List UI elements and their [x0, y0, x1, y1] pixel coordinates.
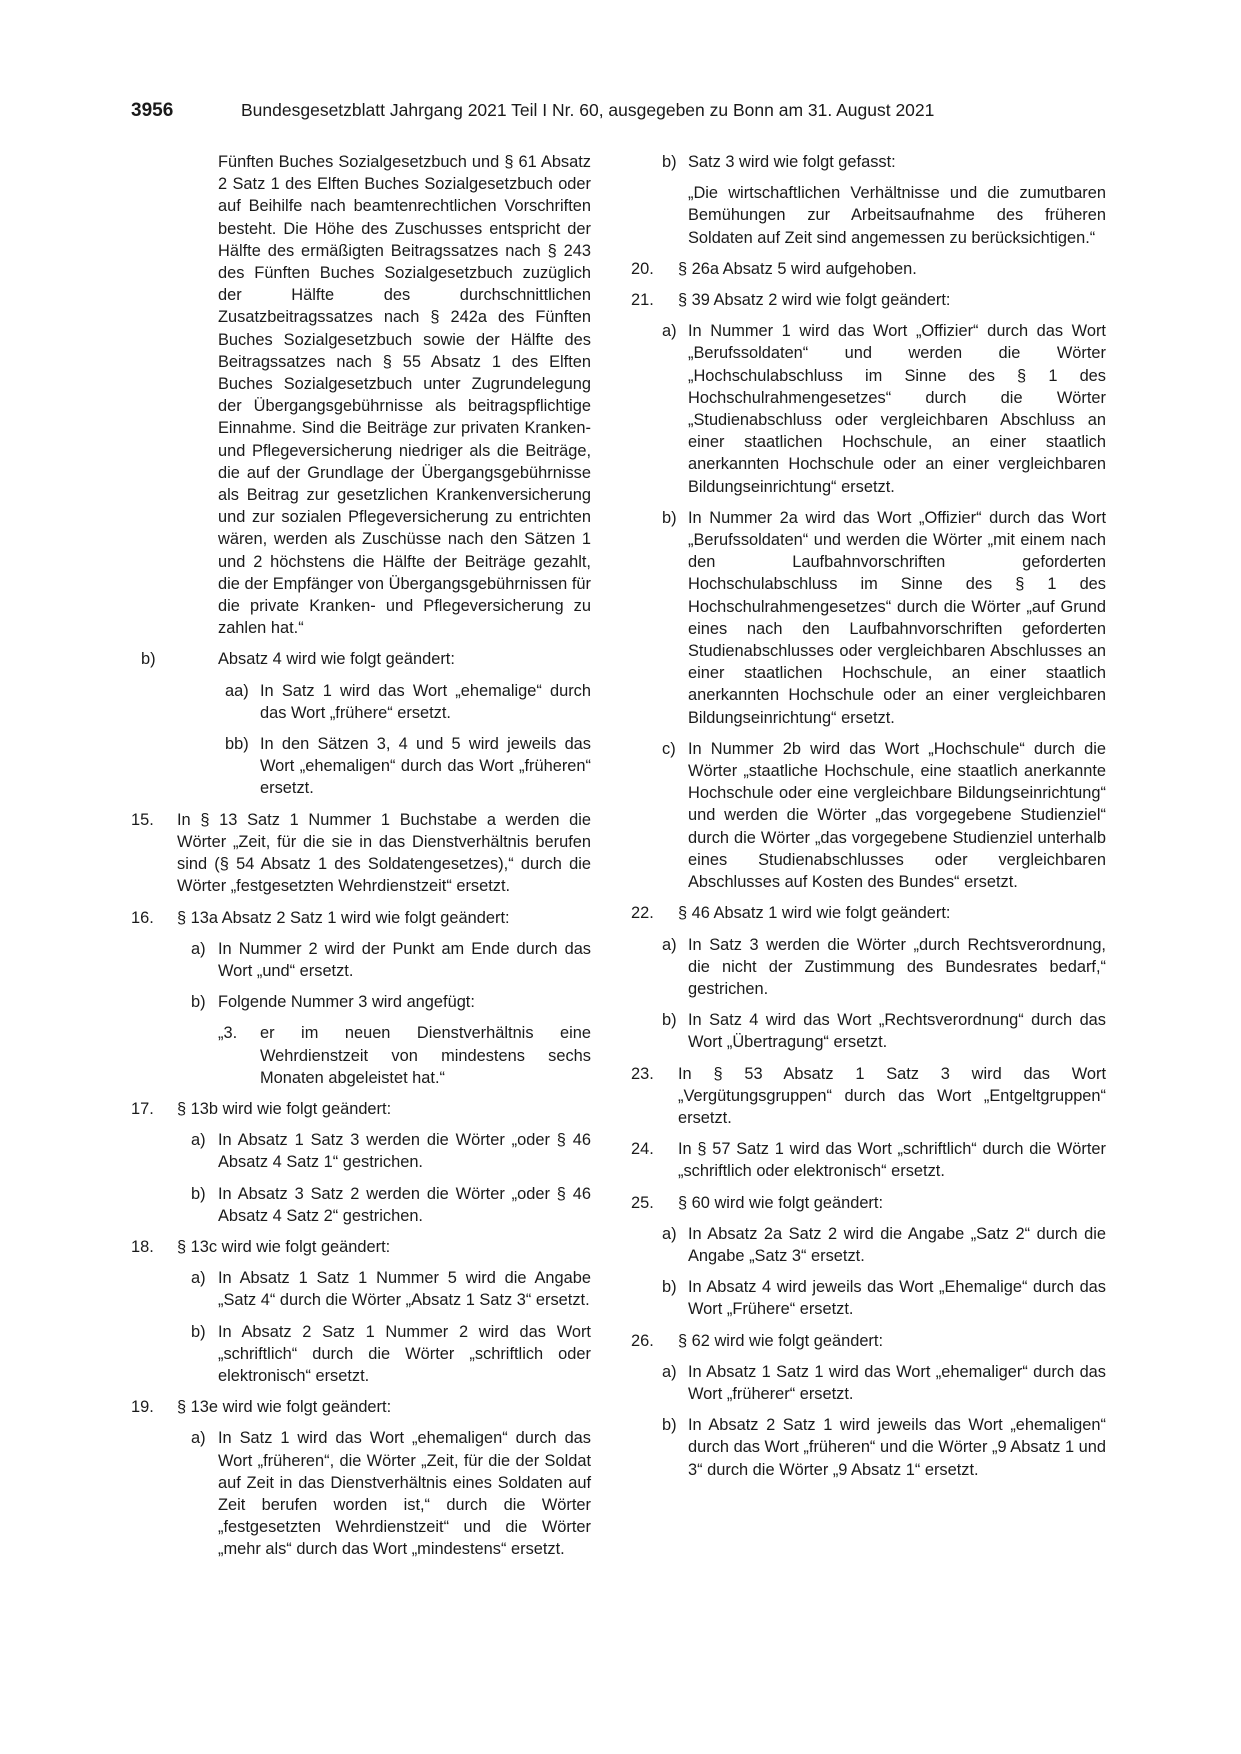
item-number: 24.	[631, 1140, 654, 1159]
item-text: In § 57 Satz 1 wird das Wort „schriftlich“ durch die Wörter „schriftlich oder elektronisch“ ersetzt.	[678, 1140, 1106, 1181]
item-label: a)	[662, 1224, 677, 1243]
gazette-title: Bundesgesetzblatt Jahrgang 2021 Teil I Nr. 60, ausgegeben zu Bonn am 31. August 2021	[241, 100, 935, 120]
list-item-22b	[646, 1009, 1106, 1053]
continuation-paragraph	[141, 151, 591, 639]
item-label: b)	[662, 508, 677, 527]
item-label: a)	[191, 939, 206, 958]
list-item-19	[131, 1396, 591, 1418]
item-text: In Absatz 2 Satz 1 wird jeweils das Wort „ehemaligen“ durch das Wort „früheren“ und die Wörter „9 Absatz 1 und 3“ durch die Wörter „9 Absatz 1“ ersetzt.	[688, 1416, 1106, 1479]
item-label: bb)	[225, 735, 249, 754]
item-label: b)	[662, 1416, 677, 1435]
item-text: Absatz 4 wird wie folgt geändert:	[218, 650, 455, 669]
item-text: In Satz 4 wird das Wort „Rechtsverordnung“ durch das Wort „Übertragung“ ersetzt.	[688, 1011, 1106, 1052]
list-item-23	[631, 1063, 1106, 1130]
item-label: aa)	[225, 681, 249, 700]
item-number: 17.	[131, 1099, 154, 1118]
item-label: c)	[662, 739, 676, 758]
item-label: b)	[191, 993, 206, 1012]
list-item-21b	[646, 507, 1106, 729]
item-text: § 60 wird wie folgt geändert:	[678, 1193, 884, 1212]
list-item-15	[131, 809, 591, 898]
quoted-new-sentence-3	[646, 182, 1106, 249]
item-text: § 39 Absatz 2 wird wie folgt geändert:	[678, 291, 951, 310]
list-item-22	[631, 902, 1106, 924]
item-number: 25.	[631, 1193, 654, 1212]
item-text: „Die wirtschaftlichen Verhältnisse und die zumutbaren Bemühungen zur Arbeitsaufnahme des früheren Soldaten auf Zeit sind angemessen zu berücksichtigen.“	[688, 184, 1106, 247]
item-text: § 13c wird wie folgt geändert:	[177, 1237, 391, 1256]
page-number: 3956	[131, 100, 174, 121]
list-item-18b	[141, 1321, 591, 1388]
item-text: In Satz 3 werden die Wörter „durch Rechtsverordnung, die nicht der Zustimmung des Bundesrates bedarf,“ gestrichen.	[688, 935, 1106, 998]
list-item-b-absatz4	[141, 648, 591, 670]
list-item-18a	[141, 1267, 591, 1311]
item-label: a)	[662, 935, 677, 954]
item-text: In Absatz 4 wird jeweils das Wort „Ehemalige“ durch das Wort „Frühere“ ersetzt.	[688, 1278, 1106, 1319]
item-label: a)	[191, 1429, 206, 1448]
item-label: b)	[662, 153, 677, 171]
item-number: 15.	[131, 810, 154, 829]
item-text: In Nummer 2a wird das Wort „Offizier“ durch das Wort „Berufssoldaten“ und werden die Wörter „mit einem nach den Laufbahnvorschriften geforderten Hochschulabschluss im Sinne des § 1 des Hochschulrahmengesetzes“ durch die Wörter „auf Grund eines nach den Laufbahnvorschriften geforderten Studienabschlusses oder vergleichbaren Abschlusses an einer staatlichen Hochschule, an einer staatlich anerkannten Hochschule oder an einer vergleichbaren Bildungseinrichtung“ ersetzt.	[688, 508, 1106, 727]
list-item-21a	[646, 320, 1106, 498]
item-label: a)	[191, 1269, 206, 1288]
item-text: In § 53 Absatz 1 Satz 3 wird das Wort „Vergütungsgruppen“ durch das Wort „Entgeltgruppen“ ersetzt.	[678, 1064, 1106, 1127]
page-header	[131, 100, 991, 126]
item-label: b)	[191, 1322, 206, 1341]
list-item-17a	[141, 1129, 591, 1173]
list-item-26b	[646, 1414, 1106, 1481]
list-item-22a	[646, 934, 1106, 1001]
list-item-17	[131, 1098, 591, 1120]
item-label: a)	[662, 1362, 677, 1381]
item-text: § 13a Absatz 2 Satz 1 wird wie folgt geändert:	[177, 908, 510, 927]
item-text: In Absatz 2 Satz 1 Nummer 2 wird das Wort „schriftlich“ durch die Wörter „schriftlich oder elektronisch“ ersetzt.	[218, 1322, 591, 1385]
list-item-16a	[141, 938, 591, 982]
paragraph-text: Fünften Buches Sozialgesetzbuch und § 61 Absatz 2 Satz 1 des Elften Buches Sozialgesetzbuch oder auf Beihilfe nach beamtenrechtlichen Vorschriften besteht. Die Höhe des Zuschusses entspricht der Hälfte des ermäßigten Beitragssatzes nach § 243 des Fünften Buches Sozialgesetzbuch zuzüglich der Hälfte des durchschnittlichen Zusatzbeitragssatzes nach § 242a des Fünften Buches Sozialgesetzbuch sowie der Hälfte des Beitragssatzes nach § 55 Absatz 1 des Elften Buches Sozialgesetzbuch unter Zugrundelegung der Übergangsgebührnisse als beitragspflichtige Einnahme. Sind die Beiträge zur privaten Kranken- und Pflegeversicherung niedriger als die Beiträge, die auf der Grundlage der Übergangsgebührnisse als Beitrag zur gesetzlichen Krankenversicherung und zur sozialen Pflegeversicherung zu entrichten wären, werden als Zuschüsse nach den Sätzen 1 und 2 höchstens die Hälfte der Beiträge gezahlt, die der Empfänger von Übergangsgebührnissen für die private Kranken- und Pflegeversicherung zu zahlen hat.“	[218, 153, 591, 638]
list-item-aa	[141, 680, 591, 724]
item-text: In § 13 Satz 1 Nummer 1 Buchstabe a werden die Wörter „Zeit, für die sie in das Dienstverhältnis berufen sind (§ 54 Absatz 1 des Soldatengesetzes),“ durch die Wörter „festgesetzten Wehrdienstzeit“ ersetzt.	[177, 810, 591, 896]
list-item-25a	[646, 1223, 1106, 1267]
item-number: 18.	[131, 1237, 154, 1256]
item-text: er im neuen Dienstverhältnis eine Wehrdienstzeit von mindestens sechs Monaten abgeleistet hat.“	[260, 1024, 591, 1087]
list-item-25	[631, 1192, 1106, 1214]
list-item-25b	[646, 1276, 1106, 1320]
item-text: § 13b wird wie folgt geändert:	[177, 1099, 392, 1118]
item-text: § 46 Absatz 1 wird wie folgt geändert:	[678, 904, 951, 923]
item-label: b)	[662, 1278, 677, 1297]
left-column	[131, 151, 591, 1570]
item-text: In Satz 1 wird das Wort „ehemalige“ durch das Wort „frühere“ ersetzt.	[260, 681, 591, 722]
list-item-21	[631, 289, 1106, 311]
list-item-16b	[141, 991, 591, 1013]
item-text: In Absatz 1 Satz 1 wird das Wort „ehemaliger“ durch das Wort „früherer“ ersetzt.	[688, 1362, 1106, 1403]
item-label: b)	[141, 650, 156, 669]
item-label: a)	[662, 322, 677, 341]
list-item-19b	[646, 151, 1106, 173]
item-text: § 13e wird wie folgt geändert:	[177, 1398, 392, 1417]
item-text: In Absatz 3 Satz 2 werden die Wörter „oder § 46 Absatz 4 Satz 2“ gestrichen.	[218, 1184, 591, 1225]
list-item-18	[131, 1236, 591, 1258]
list-item-bb	[141, 733, 591, 800]
item-number: 16.	[131, 908, 154, 927]
item-number: 20.	[631, 259, 654, 278]
list-item-19a	[141, 1427, 591, 1560]
item-text: In Absatz 1 Satz 1 Nummer 5 wird die Angabe „Satz 4“ durch die Wörter „Absatz 1 Satz 3“ ersetzt.	[218, 1269, 591, 1310]
item-text: In Absatz 2a Satz 2 wird die Angabe „Satz 2“ durch die Angabe „Satz 3“ ersetzt.	[688, 1224, 1106, 1265]
list-item-21c	[646, 738, 1106, 893]
item-text: § 26a Absatz 5 wird aufgehoben.	[678, 259, 917, 278]
item-label: b)	[191, 1184, 206, 1203]
item-text: In Nummer 1 wird das Wort „Offizier“ durch das Wort „Berufssoldaten“ und werden die Wörter „Hochschulabschluss im Sinne des § 1 des Hochschulrahmengesetzes“ durch die Wörter „Studienabschluss oder vergleichbaren Abschluss an einer staatlichen Hochschule, an einer staatlich anerkannten Hochschule oder an einer vergleichbaren Bildungseinrichtung“ ersetzt.	[688, 322, 1106, 496]
item-text: § 62 wird wie folgt geändert:	[678, 1331, 884, 1350]
list-item-26	[631, 1330, 1106, 1352]
list-item-20	[631, 258, 1106, 280]
item-number: 19.	[131, 1398, 154, 1417]
item-number: 23.	[631, 1064, 654, 1083]
list-item-17b	[141, 1183, 591, 1227]
item-text: In Nummer 2 wird der Punkt am Ende durch das Wort „und“ ersetzt.	[218, 939, 591, 980]
item-text: Folgende Nummer 3 wird angefügt:	[218, 993, 475, 1012]
item-text: Satz 3 wird wie folgt gefasst:	[688, 153, 896, 171]
list-item-24	[631, 1138, 1106, 1182]
item-label: a)	[191, 1131, 206, 1150]
item-text: In Absatz 1 Satz 3 werden die Wörter „oder § 46 Absatz 4 Satz 1“ gestrichen.	[218, 1131, 591, 1172]
item-number: 26.	[631, 1331, 654, 1350]
item-text: In Nummer 2b wird das Wort „Hochschule“ durch die Wörter „staatliche Hochschule, eine staatlich anerkannte Hochschule oder eine vergleichbare Bildungseinrichtung“ und werden die Wörter „das vorgegebene Studienziel“ durch die Wörter „das vorgegebene Studienziel unterhalb eines Studienabschlusses oder vergleichbaren Abschlusses auf Kosten des Bundes“ ersetzt.	[688, 739, 1106, 892]
item-text: In Satz 1 wird das Wort „ehemaligen“ durch das Wort „früheren“, die Wörter „Zeit, für die der Soldat auf Zeit in das Dienstverhältnis eines Soldaten auf Zeit berufen worden ist,“ durch die Wörter „festgesetzten Wehrdienstzeit“ und die Wörter „mehr als“ durch das Wort „mindestens“ ersetzt.	[218, 1429, 591, 1559]
right-column	[631, 151, 1106, 1490]
quoted-new-number-3	[141, 1022, 591, 1089]
item-number: 22.	[631, 904, 654, 923]
list-item-16	[131, 907, 591, 929]
list-item-26a	[646, 1361, 1106, 1405]
item-label: b)	[662, 1011, 677, 1030]
item-label: „3.	[218, 1024, 238, 1043]
item-text: In den Sätzen 3, 4 und 5 wird jeweils das Wort „ehemaligen“ durch das Wort „früheren“ ersetzt.	[260, 735, 591, 798]
item-number: 21.	[631, 291, 654, 310]
